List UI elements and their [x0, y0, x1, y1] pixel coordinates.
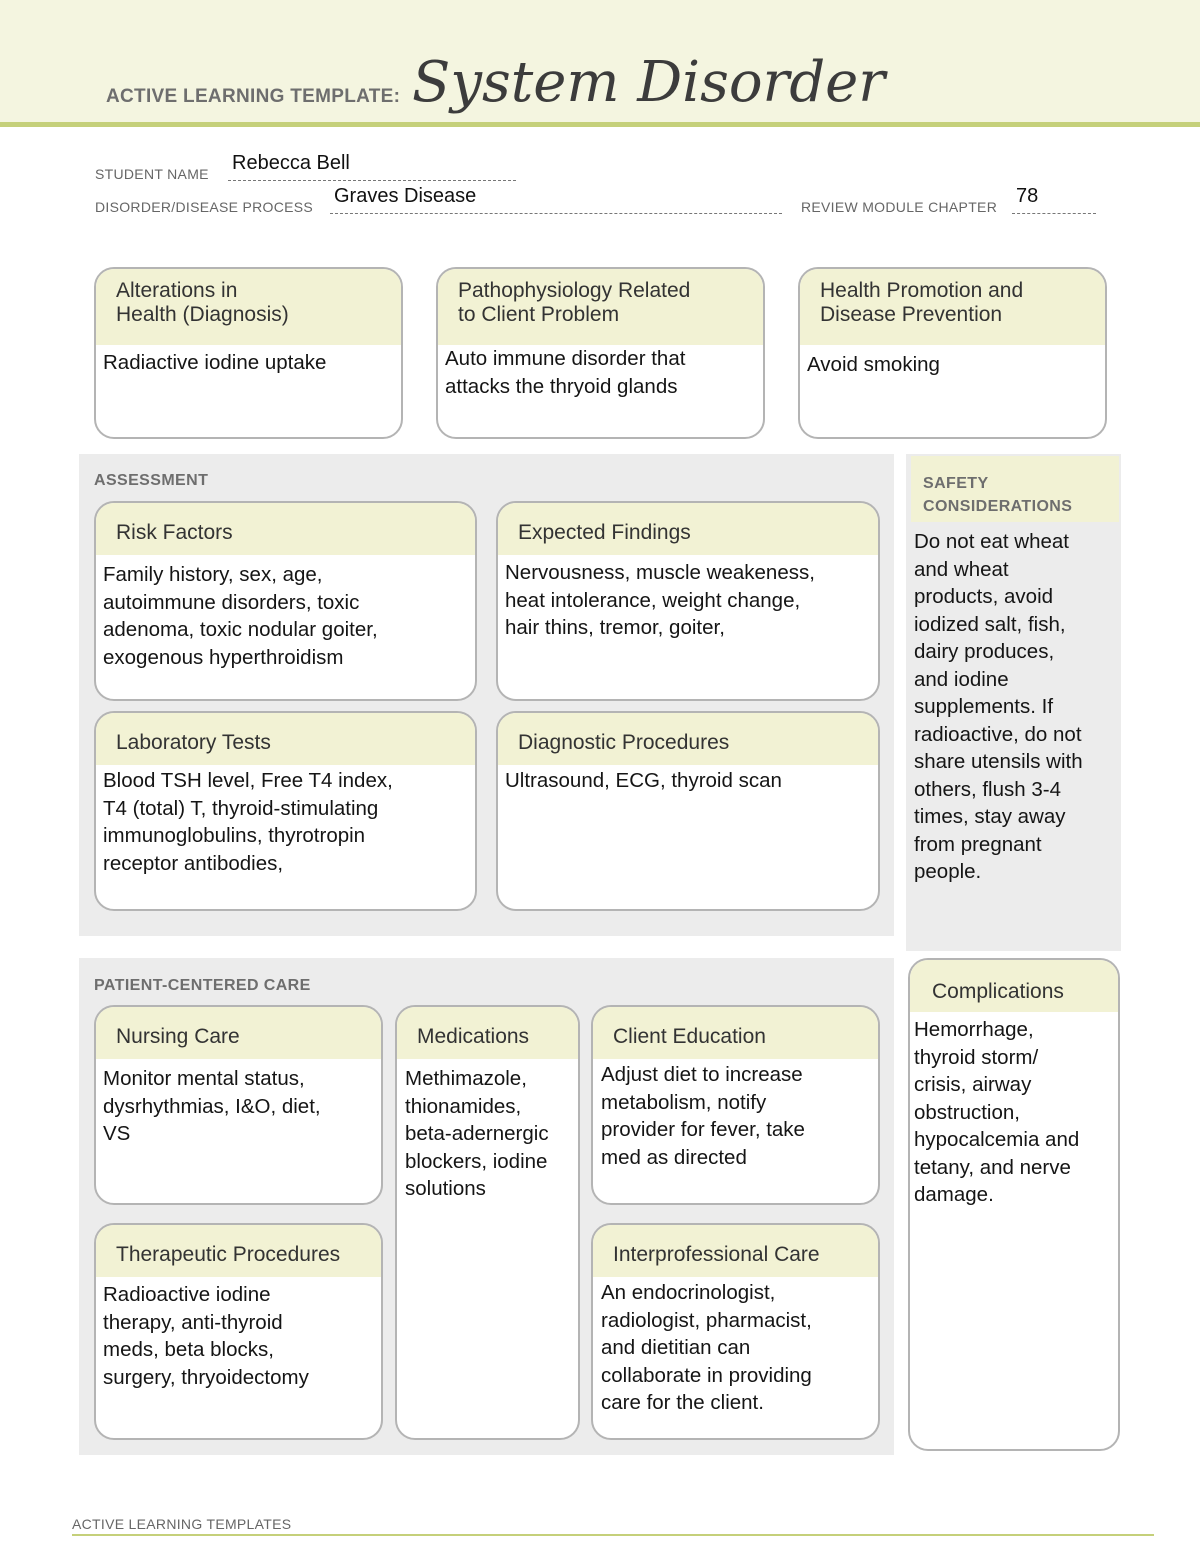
diagnostic-procedures-line: Ultrasound, ECG, thyroid scan	[505, 769, 782, 792]
interprofessional-care-line: and dietitian can	[601, 1336, 751, 1359]
expected-findings-line: hair thins, tremor, goiter,	[505, 616, 725, 639]
laboratory-tests-header: Laboratory Tests	[96, 713, 475, 765]
laboratory-tests-body	[96, 765, 475, 877]
client-education-box[interactable]	[591, 1005, 880, 1205]
chapter-label: REVIEW MODULE CHAPTER	[801, 199, 998, 215]
medications-line: thionamides,	[405, 1094, 522, 1118]
medications-line: blockers, iodine	[405, 1149, 548, 1173]
complications-line: obstruction,	[914, 1100, 1020, 1124]
risk-factors-line: adenoma, toxic nodular goiter,	[103, 618, 378, 641]
safety-line: times, stay away	[914, 805, 1066, 828]
health-promotion-body: Avoid smoking	[807, 353, 940, 376]
health-promotion-title-line1: Health Promotion and	[820, 279, 1024, 302]
medications-line: solutions	[405, 1177, 486, 1200]
safety-line: from pregnant	[914, 832, 1042, 856]
therapeutic-procedures-line: therapy, anti-thyroid	[103, 1310, 283, 1334]
pathophysiology-body	[438, 345, 763, 400]
safety-line: and iodine	[914, 667, 1009, 691]
laboratory-tests-box[interactable]	[94, 711, 477, 911]
safety-line: supplements. If	[914, 695, 1054, 718]
safety-line: radioactive, do not	[914, 722, 1082, 746]
complications-line: Hemorrhage,	[914, 1018, 1034, 1041]
alterations-title-line1: Alterations in	[116, 279, 238, 302]
complications-line: crisis, airway	[914, 1073, 1032, 1096]
patient-care-label: PATIENT-CENTERED CARE	[94, 977, 311, 994]
disorder-field[interactable]: Graves Disease	[334, 185, 477, 207]
medications-line: Methimazole,	[405, 1067, 527, 1090]
complications-line: thyroid storm/	[914, 1045, 1039, 1069]
client-education-header: Client Education	[593, 1007, 878, 1059]
chapter-field[interactable]: 78	[1016, 185, 1039, 207]
therapeutic-procedures-line: meds, beta blocks,	[103, 1338, 274, 1361]
alterations-header	[96, 269, 401, 345]
nursing-care-line: Monitor mental status,	[103, 1067, 305, 1090]
health-promotion-header	[800, 269, 1105, 345]
complications-box[interactable]	[908, 958, 1120, 1451]
disorder-label: DISORDER/DISEASE PROCESS	[95, 199, 314, 215]
safety-label-line2: CONSIDERATIONS	[923, 498, 1073, 515]
disorder-line	[330, 213, 782, 214]
therapeutic-procedures-box[interactable]	[94, 1223, 383, 1440]
medications-header: Medications	[397, 1007, 578, 1059]
footer-divider	[72, 1534, 1154, 1536]
interprofessional-care-line: collaborate in providing	[601, 1363, 812, 1387]
alterations-box[interactable]	[94, 267, 403, 439]
complications-body	[910, 1012, 1118, 1209]
safety-line: products, avoid	[914, 585, 1054, 608]
risk-factors-line: Family history, sex, age,	[103, 563, 323, 586]
safety-line: people.	[914, 860, 982, 883]
pathophysiology-box[interactable]	[436, 267, 765, 439]
interprofessional-care-box[interactable]	[591, 1223, 880, 1440]
safety-line: Do not eat wheat	[914, 530, 1069, 553]
laboratory-tests-line: immunoglobulins, thyrotropin	[103, 824, 366, 847]
therapeutic-procedures-line: surgery, thryoidectomy	[103, 1365, 309, 1389]
interprofessional-care-line: An endocrinologist,	[601, 1281, 776, 1304]
header-divider	[0, 122, 1200, 127]
nursing-care-line: VS	[103, 1122, 131, 1145]
diagnostic-procedures-box[interactable]	[496, 711, 880, 911]
student-name-field[interactable]: Rebecca Bell	[232, 152, 350, 174]
interprofessional-care-line: care for the client.	[601, 1391, 764, 1414]
client-education-line: Adjust diet to increase	[601, 1063, 803, 1086]
diagnostic-procedures-body	[498, 765, 878, 795]
nursing-care-body	[96, 1059, 381, 1148]
client-education-body	[593, 1059, 878, 1171]
nursing-care-box[interactable]	[94, 1005, 383, 1205]
complications-header: Complications	[910, 960, 1118, 1012]
student-name-line	[228, 180, 516, 181]
client-education-line: metabolism, notify	[601, 1090, 767, 1114]
interprofessional-care-line: radiologist, pharmacist,	[601, 1308, 812, 1332]
safety-line: and wheat	[914, 557, 1009, 581]
safety-line: share utensils with	[914, 750, 1083, 773]
health-promotion-box[interactable]	[798, 267, 1107, 439]
safety-line: iodized salt, fish,	[914, 612, 1066, 636]
pathophysiology-body-line2: attacks the thryoid glands	[445, 374, 678, 398]
client-education-line: provider for fever, take	[601, 1118, 805, 1141]
expected-findings-header: Expected Findings	[498, 503, 878, 555]
assessment-label: ASSESSMENT	[94, 472, 209, 489]
complications-line: damage.	[914, 1183, 994, 1206]
alterations-title-line2: Health (Diagnosis)	[116, 303, 289, 326]
therapeutic-procedures-body	[96, 1277, 381, 1391]
medications-line: beta-adernergic	[405, 1122, 549, 1145]
therapeutic-procedures-header: Therapeutic Procedures	[96, 1225, 381, 1277]
laboratory-tests-line: Blood TSH level, Free T4 index,	[103, 769, 393, 792]
safety-header	[911, 456, 1119, 522]
risk-factors-header: Risk Factors	[96, 503, 475, 555]
pathophysiology-header	[438, 269, 763, 345]
diagnostic-procedures-header: Diagnostic Procedures	[498, 713, 878, 765]
interprofessional-care-body	[593, 1277, 878, 1417]
risk-factors-line: exogenous hyperthroidism	[103, 645, 344, 669]
template-title: System Disorder	[412, 50, 886, 115]
interprofessional-care-header: Interprofessional Care	[593, 1225, 878, 1277]
student-name-label: STUDENT NAME	[95, 166, 209, 182]
chapter-line	[1012, 213, 1096, 214]
nursing-care-header: Nursing Care	[96, 1007, 381, 1059]
nursing-care-line: dysrhythmias, I&O, diet,	[103, 1094, 321, 1118]
expected-findings-body	[498, 555, 878, 642]
expected-findings-line: Nervousness, muscle weakeness,	[505, 561, 815, 584]
safety-line: others, flush 3-4	[914, 777, 1061, 801]
alterations-body: Radiactive iodine uptake	[103, 351, 327, 374]
client-education-line: med as directed	[601, 1145, 747, 1169]
complications-line: tetany, and nerve	[914, 1155, 1071, 1179]
risk-factors-line: autoimmune disorders, toxic	[103, 590, 360, 614]
template-label: ACTIVE LEARNING TEMPLATE:	[106, 86, 401, 107]
pathophysiology-title-line1: Pathophysiology Related	[458, 279, 691, 302]
footer-label: ACTIVE LEARNING TEMPLATES	[72, 1516, 292, 1532]
medications-box[interactable]	[395, 1005, 580, 1440]
health-promotion-title-line2: Disease Prevention	[820, 303, 1003, 326]
safety-line: dairy produces,	[914, 640, 1055, 663]
safety-label-line1: SAFETY	[923, 475, 989, 492]
laboratory-tests-line: receptor antibodies,	[103, 851, 284, 875]
complications-line: hypocalcemia and	[914, 1128, 1080, 1151]
expected-findings-box[interactable]	[496, 501, 880, 701]
risk-factors-body	[96, 555, 475, 671]
pathophysiology-body-line1: Auto immune disorder that	[445, 347, 686, 370]
pathophysiology-title-line2: to Client Problem	[458, 303, 620, 326]
therapeutic-procedures-line: Radioactive iodine	[103, 1283, 271, 1306]
safety-body[interactable]	[914, 528, 1114, 886]
laboratory-tests-line: T4 (total) T, thyroid-stimulating	[103, 796, 379, 820]
risk-factors-box[interactable]	[94, 501, 477, 701]
expected-findings-line: heat intolerance, weight change,	[505, 588, 801, 612]
medications-body	[397, 1059, 578, 1203]
